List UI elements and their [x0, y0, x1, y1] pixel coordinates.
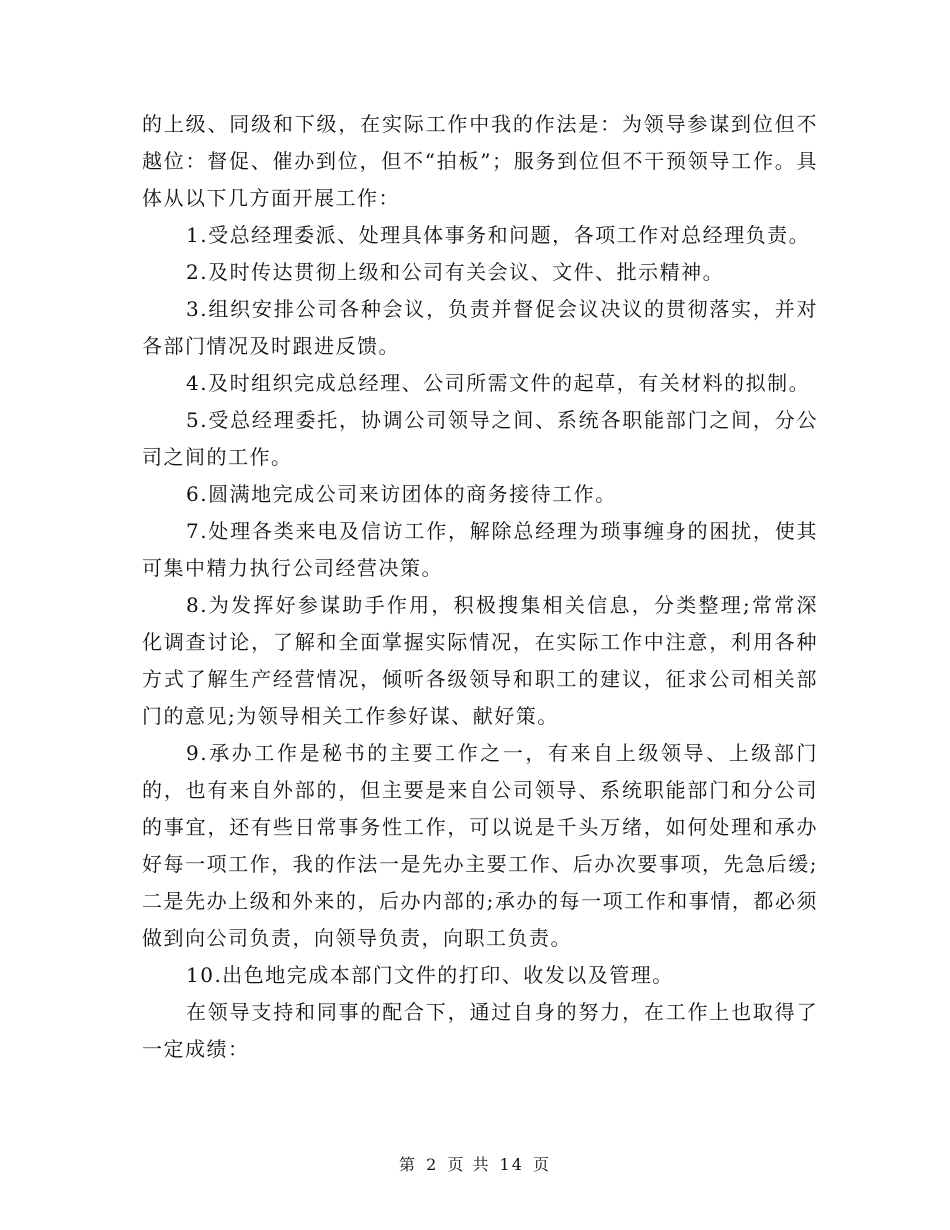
list-item-3: 3.组织安排公司各种会议，负责并督促会议决议的贯彻落实，并对各部门情况及时跟进反馈。 [142, 297, 818, 358]
list-item-10: 10.出色地完成本部门文件的打印、收发以及管理。 [186, 963, 674, 987]
page-footer [0, 1152, 950, 1175]
footer-total-pages: 14 [499, 1155, 524, 1174]
footer-prefix: 第 [398, 1155, 417, 1174]
list-item-6: 6.圆满地完成公司来访团体的商务接待工作。 [186, 482, 617, 506]
list-item-7: 7.处理各类来电及信访工作，解除总经理为琐事缠身的困扰，使其可集中精力执行公司经营决策。 [142, 519, 818, 580]
list-item-8: 8.为发挥好参谋助手作用，积极搜集相关信息，分类整理;常常深化调查讨论，了解和全面掌握实际情况，在实际工作中注意，利用各种方式了解生产经营情况，倾听各级领导和职工的建议，征求公司相关部门的意见;为领导相关工作参好谋、献好策。 [142, 593, 818, 728]
footer-suffix: 页 [533, 1155, 552, 1174]
list-item-5: 5.受总经理委托，协调公司领导之间、系统各职能部门之间，分公司之间的工作。 [142, 408, 818, 469]
paragraph-conclusion: 在领导支持和同事的配合下，通过自身的努力，在工作上也取得了一定成绩： [142, 1000, 818, 1061]
list-item-4: 4.及时组织完成总经理、公司所需文件的起草，有关材料的拟制。 [186, 371, 811, 395]
list-item-2: 2.及时传达贯彻上级和公司有关会议、文件、批示精神。 [186, 260, 725, 284]
paragraph-intro: 的上级、同级和下级，在实际工作中我的作法是：为领导参谋到位但不越位：督促、催办到位，但不“拍板”；服务到位但不干预领导工作。具体从以下几方面开展工作： [142, 112, 818, 210]
list-item-1: 1.受总经理委派、处理具体事务和问题，各项工作对总经理负责。 [186, 223, 811, 247]
list-item-9: 9.承办工作是秘书的主要工作之一，有来自上级领导、上级部门的，也有来自外部的，但主要是来自公司领导、系统职能部门和分公司的事宜，还有些日常事务性工作，可以说是千头万绪，如何处理和承办好每一项工作，我的作法一是先办主要工作、后办次要事项，先急后缓;二是先办上级和外来的，后办内部的;承办的每一项工作和事情，都必须做到向公司负责，向领导负责，向职工负责。 [142, 741, 818, 950]
document-body [142, 106, 818, 1068]
footer-middle: 页 共 [447, 1155, 491, 1174]
footer-page-number: 2 [426, 1155, 439, 1174]
